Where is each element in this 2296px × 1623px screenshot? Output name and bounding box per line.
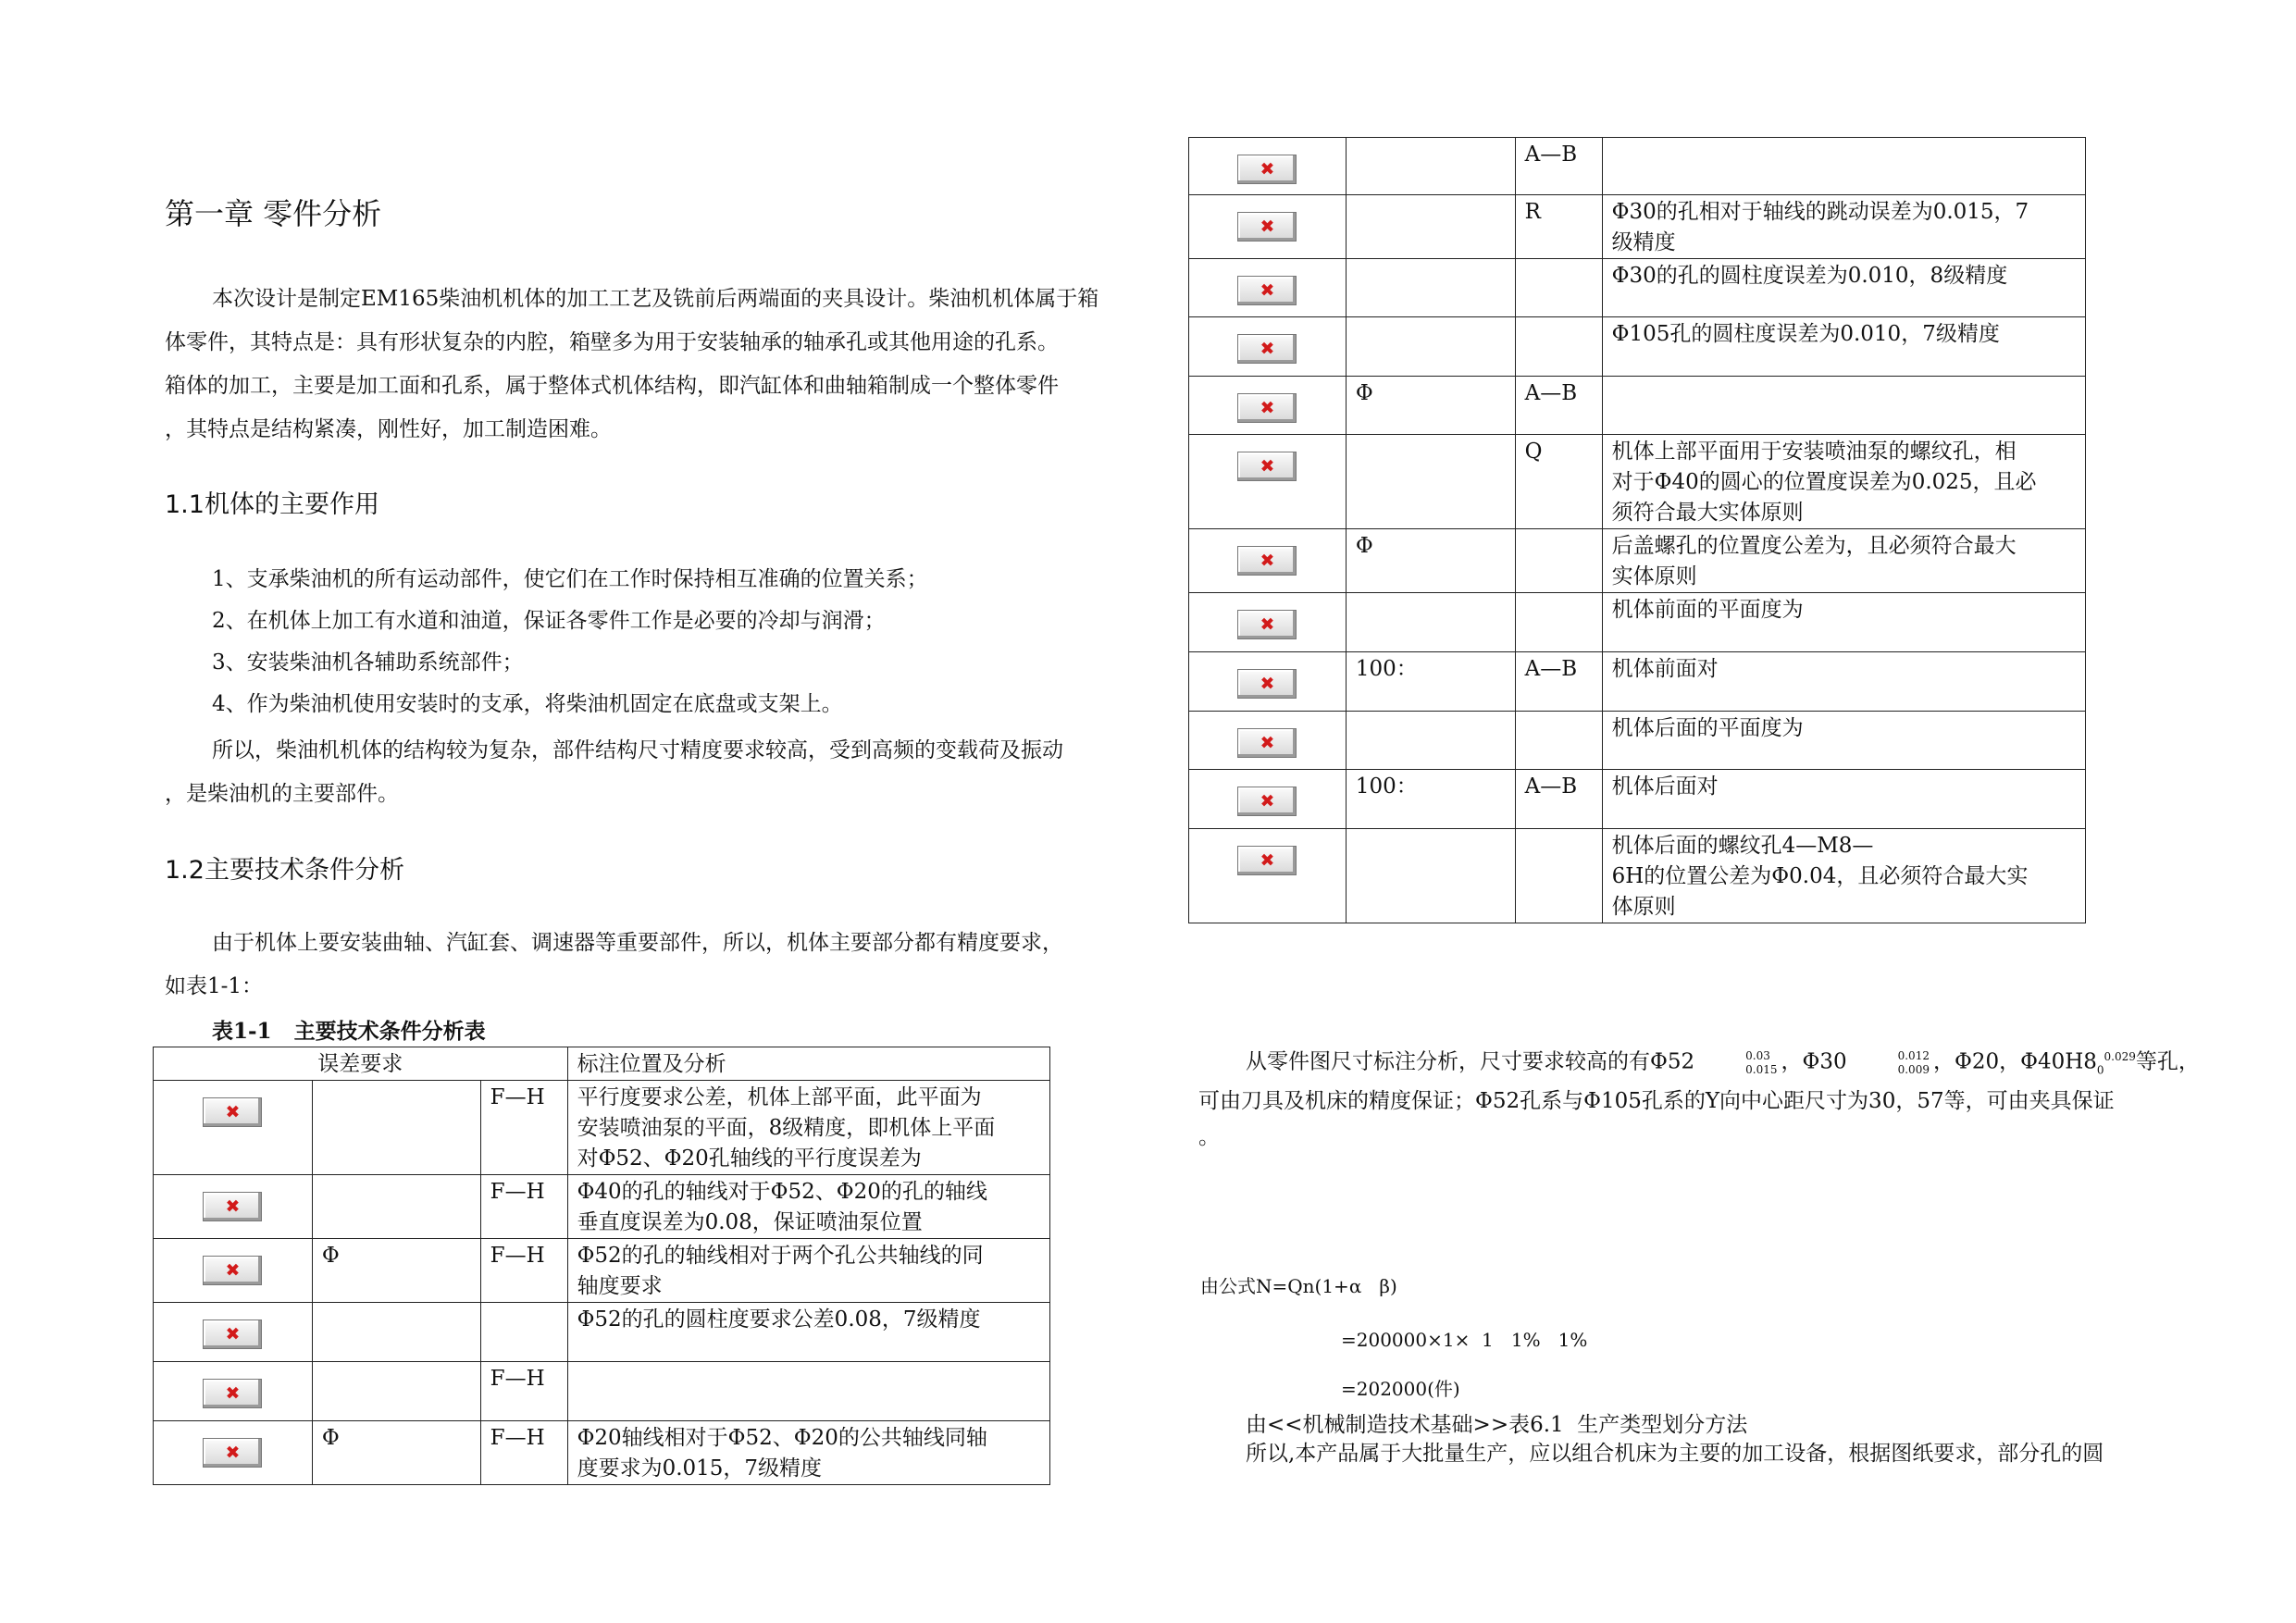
table-row [1189,195,2086,259]
datum-symbol: Φ [1346,529,1515,593]
broken-image-icon [203,1256,262,1285]
datum-ref [1515,712,1602,770]
header-annotation: 标注位置及分析 [567,1047,1049,1081]
datum-symbol [312,1362,480,1421]
broken-image-icon [1237,452,1297,481]
datum-ref: F—H [480,1175,567,1239]
broken-image-icon [1237,155,1297,184]
analysis-cell: 后盖螺孔的位置度公差为，且必须符合最大 实体原则 [1602,529,2085,593]
broken-image-icon [1237,334,1297,364]
datum-ref: A—B [1515,652,1602,712]
datum-symbol [1346,317,1515,377]
table-row [1189,770,2086,829]
datum-ref: A—B [1515,770,1602,829]
function-item: 3、安装柴油机各辅助系统部件； [212,650,524,675]
broken-image-icon [203,1319,262,1349]
datum-symbol [312,1175,480,1239]
intro-line: ，其特点是结构紧凑，刚性好，加工制造困难。 [165,417,612,441]
intro-line: 本次设计是制定EM165柴油机机体的加工工艺及铣前后两端面的夹具设计。柴油机机体属于箱 [212,287,1099,311]
broken-image-icon [1237,669,1297,699]
broken-image-icon [1237,846,1297,875]
dimension-line: 从零件图尺寸标注分析，尺寸要求较高的有Φ52 0.03 0.015 ，Φ30 0.012 0.009 ，Φ20，$\Phi 40H8_0^{0.029}$等孔， [1246,1048,2200,1077]
datum-ref [1515,317,1602,377]
analysis-cell: Φ30的孔相对于轴线的跳动误差为0.015，7 级精度 [1602,195,2085,259]
datum-ref: Q [1515,435,1602,529]
section-title-1-2: 1.2主要技术条件分析 [165,856,404,885]
function-list [212,562,928,728]
datum-symbol [1346,593,1515,652]
table-row [154,1303,1050,1362]
datum-ref: A—B [1515,377,1602,435]
datum-symbol [1346,138,1515,195]
intro-line: 箱体的加工，主要是加工面和孔系，属于整体式机体结构，即汽缸体和曲轴箱制成一个整体零件 [165,374,1059,398]
table-row [1189,593,2086,652]
dimension-line: 可由刀具及机床的精度保证；Φ52孔系与Φ105孔系的Y向中心距尺寸为30，57等，可由夹具保证 [1198,1089,2115,1113]
datum-symbol [312,1303,480,1362]
conclusion-line: 由<<机械制造技术基础>>表6.1 生产类型划分方法 [1246,1413,1748,1437]
broken-image-icon [1237,393,1297,423]
analysis-cell: Φ40的孔的轴线对于Φ52、Φ20的孔的轴线 垂直度误差为0.08，保证喷油泵位置 [567,1175,1049,1239]
calc-line: =200000×1× 1 1% 1% [1341,1329,1588,1351]
table-row [1189,829,2086,923]
broken-image-icon [203,1379,262,1408]
calc-result: =202000(件) [1341,1378,1460,1400]
analysis-cell: Φ52的孔的圆柱度要求公差0.08，7级精度 [567,1303,1049,1362]
datum-ref: F—H [480,1239,567,1303]
analysis-cell: Φ30的孔的圆柱度误差为0.010，8级精度 [1602,259,2085,317]
table-row [154,1175,1050,1239]
datum-symbol [1346,195,1515,259]
summary-paragraph [165,729,1063,816]
datum-symbol [1346,712,1515,770]
datum-symbol: Φ [1346,377,1515,435]
formula: 由公式N=Qn(1+α β) [1200,1275,1397,1297]
datum-ref [1515,529,1602,593]
analysis-cell: 平行度要求公差，机体上部平面，此平面为 安装喷油泵的平面，8级精度，即机体上平面 对Φ52、Φ20孔轴线的平行度误差为 [567,1081,1049,1175]
table-row [1189,259,2086,317]
tech-line: 由于机体上要安装曲轴、汽缸套、调速器等重要部件，所以，机体主要部分都有精度要求， [212,931,1063,955]
table-row [1189,712,2086,770]
datum-symbol: Φ [312,1421,480,1485]
analysis-cell [1602,377,2085,435]
broken-image-icon [1237,276,1297,305]
datum-ref: F—H [480,1421,567,1485]
broken-image-icon [1237,212,1297,242]
function-item: 4、作为柴油机使用安装时的支承，将柴油机固定在底盘或支架上。 [212,692,843,716]
datum-ref [1515,259,1602,317]
table-row [1189,317,2086,377]
analysis-cell: 机体上部平面用于安装喷油泵的螺纹孔，相 对于Φ40的圆心的位置度误差为0.025，且必 须符合最大实体原则 [1602,435,2085,529]
analysis-cell: Φ52的孔的轴线相对于两个孔公共轴线的同 轴度要求 [567,1239,1049,1303]
table-caption: 表1-1 主要技术条件分析表 [212,1019,486,1044]
dimension-paragraph [1198,1035,2200,1151]
tech-line: 如表1-1： [165,974,264,998]
intro-line: 体零件，其特点是：具有形状复杂的内腔，箱壁多为用于安装轴承的轴承孔或其他用途的孔系。 [165,330,1059,354]
datum-symbol [1346,829,1515,923]
datum-symbol [1346,435,1515,529]
broken-image-icon [203,1438,262,1468]
analysis-cell: Φ105孔的圆柱度误差为0.010，7级精度 [1602,317,2085,377]
tech-table-right [1188,137,2086,923]
broken-image-icon [203,1192,262,1221]
header-error-requirement: 误差要求 [154,1047,568,1081]
function-item: 1、支承柴油机的所有运动部件，使它们在工作时保持相互准确的位置关系； [212,567,928,591]
datum-ref: A—B [1515,138,1602,195]
analysis-cell [1602,138,2085,195]
table-row [154,1081,1050,1175]
tolerance-stack: 0.03 0.015 [1745,1048,1778,1076]
table-row [1189,529,2086,593]
table-header-row [154,1047,1050,1081]
table-row [154,1362,1050,1421]
analysis-cell: Φ20轴线相对于Φ52、Φ20的公共轴线同轴 度要求为0.015，7级精度 [567,1421,1049,1485]
chapter-title: 第一章 零件分析 [165,196,382,231]
broken-image-icon [1237,546,1297,576]
table-row [1189,652,2086,712]
analysis-cell: 机体后面的螺纹孔4—M8— 6H的位置公差为Φ0.04，且必须符合最大实 体原则 [1602,829,2085,923]
tech-table-left [153,1047,1050,1485]
datum-ref [1515,829,1602,923]
datum-ref [1515,593,1602,652]
table-row [154,1239,1050,1303]
tolerance-stack: 0.012 0.009 [1897,1048,1930,1076]
summary-line: 所以，柴油机机体的结构较为复杂，部件结构尺寸精度要求较高，受到高频的变载荷及振动 [212,738,1063,762]
broken-image-icon [1237,787,1297,816]
datum-symbol: Φ [312,1239,480,1303]
analysis-cell: 机体前面的平面度为 [1602,593,2085,652]
table-row [1189,138,2086,195]
broken-image-icon [1237,728,1297,758]
datum-ref [480,1303,567,1362]
datum-symbol: 100： [1346,770,1515,829]
analysis-cell: 机体后面对 [1602,770,2085,829]
function-item: 2、在机体上加工有水道和油道，保证各零件工作是必要的冷却与润滑； [212,609,886,633]
analysis-cell: 机体后面的平面度为 [1602,712,2085,770]
datum-ref: R [1515,195,1602,259]
table-row [154,1421,1050,1485]
dimension-line: 。 [1198,1125,1220,1149]
datum-ref: F—H [480,1362,567,1421]
table-row [1189,377,2086,435]
section-title-1-1: 1.1机体的主要作用 [165,490,379,519]
datum-symbol: 100： [1346,652,1515,712]
intro-paragraph [165,278,1098,452]
broken-image-icon [1237,610,1297,639]
table-row [1189,435,2086,529]
datum-symbol [312,1081,480,1175]
analysis-cell: 机体前面对 [1602,652,2085,712]
conclusion-line: 所以,本产品属于大批量生产，应以组合机床为主要的加工设备，根据图纸要求，部分孔的圆 [1246,1442,2104,1466]
broken-image-icon [203,1097,262,1127]
datum-ref: F—H [480,1081,567,1175]
tech-paragraph [165,922,1063,1009]
datum-symbol [1346,259,1515,317]
summary-line: ，是柴油机的主要部件。 [165,782,399,806]
analysis-cell [567,1362,1049,1421]
